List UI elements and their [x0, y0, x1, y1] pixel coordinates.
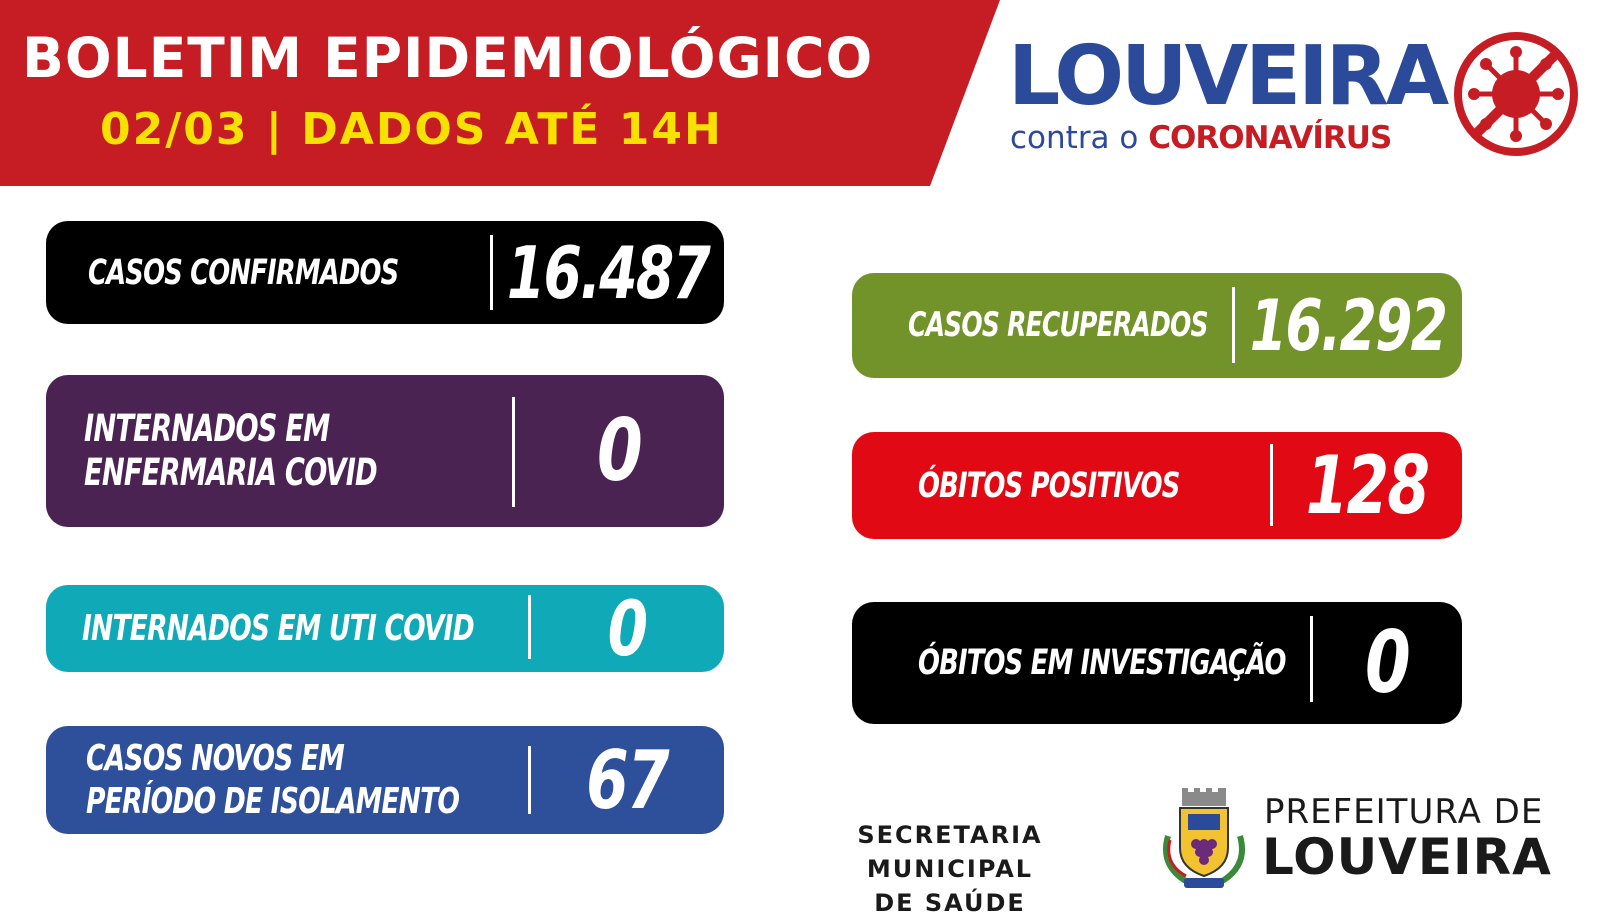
card-value: 67 [586, 733, 668, 827]
card-value: 16.292 [1249, 284, 1447, 367]
card-label [86, 726, 459, 834]
card-divider [528, 595, 531, 659]
logo-tag-highlight: CORONAVÍRUS [1148, 120, 1392, 156]
card-value: 0 [1364, 613, 1410, 713]
card-label-line1: CASOS NOVOS EM [86, 737, 344, 779]
campaign-logo [1008, 29, 1448, 156]
card-casos-recuperados [852, 273, 1462, 378]
card-casos-novos [46, 726, 724, 834]
card-label-line2: PERÍODO DE ISOLAMENTO [86, 781, 460, 822]
secretaria-label [770, 818, 1130, 920]
card-obitos-positivos [852, 432, 1462, 539]
card-label [84, 375, 377, 527]
card-divider [490, 235, 493, 310]
card-divider [1270, 444, 1273, 526]
card-label-line1: INTERNADOS EM [84, 406, 330, 450]
card-internados-enfermaria [46, 375, 724, 527]
card-label: ÓBITOS EM INVESTIGAÇÃO [918, 643, 1286, 683]
card-label: INTERNADOS EM UTI COVID [82, 607, 474, 649]
card-value: 0 [607, 584, 647, 673]
prefeitura-line2: LOUVEIRA [1262, 828, 1552, 886]
logo-tagline [1010, 120, 1391, 156]
card-divider [512, 397, 515, 507]
card-divider [1310, 616, 1313, 702]
no-virus-icon [1452, 30, 1580, 158]
prefeitura-line1: PREFEITURA DE [1264, 792, 1544, 832]
card-label: ÓBITOS POSITIVOS [918, 465, 1180, 506]
card-label: CASOS CONFIRMADOS [88, 252, 399, 293]
card-obitos-investigacao [852, 602, 1462, 724]
card-label: CASOS RECUPERADOS [908, 305, 1208, 346]
card-value: 0 [596, 401, 642, 501]
card-internados-uti [46, 585, 724, 672]
card-value: 16.487 [506, 230, 710, 315]
card-casos-confirmados [46, 221, 724, 324]
bulletin-title: BOLETIM EPIDEMIOLÓGICO [22, 26, 874, 90]
secretaria-line1: SECRETARIA MUNICIPAL [857, 821, 1043, 883]
secretaria-line2: DE SAÚDE [874, 889, 1026, 917]
card-divider [1232, 287, 1235, 363]
city-crest-icon [1154, 786, 1254, 894]
card-divider [528, 746, 531, 814]
logo-tag-prefix: contra o [1010, 120, 1139, 156]
bulletin-date: 02/03 | DADOS ATÉ 14H [100, 104, 723, 155]
card-value: 128 [1305, 439, 1429, 532]
card-label-line2: ENFERMARIA COVID [84, 451, 377, 494]
logo-city-name: LOUVEIRA [1008, 29, 1447, 124]
